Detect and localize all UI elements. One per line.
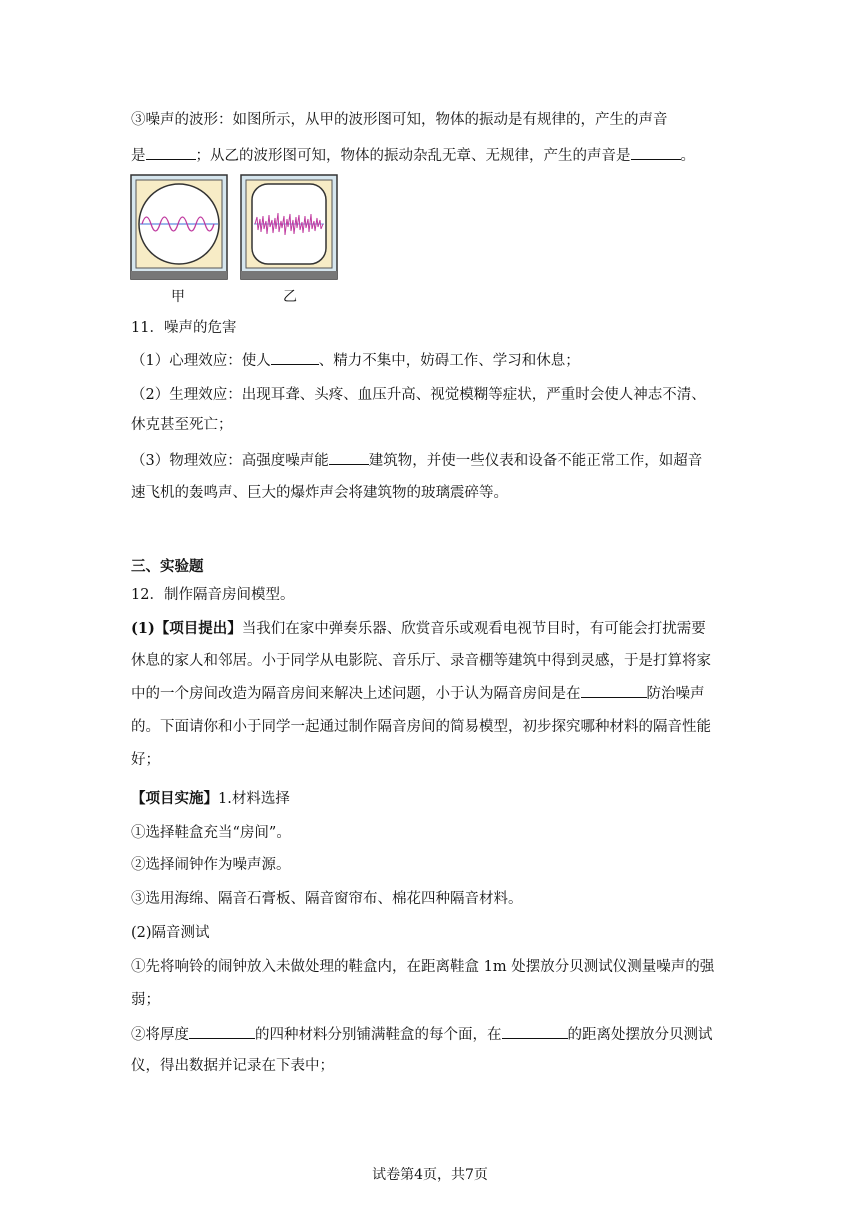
impl-line: [131, 789, 290, 809]
material-item-2: ②选择闹钟作为噪声源。: [131, 857, 291, 873]
test-step-1-line-1: ①先将响铃的闹钟放入未做处理的鞋盒内，在距离鞋盒 1m 处摆放分贝测试仪测量噪声的强: [131, 959, 715, 975]
answer-blank-psychological[interactable]: [271, 350, 319, 365]
q11-item-3-line-1: [131, 450, 702, 471]
test-step-2-b: 的四种材料分别铺满鞋盒的每个面，在: [255, 1027, 502, 1043]
q11-item-3-line-2: 速飞机的轰鸣声、巨大的爆炸声会将建筑物的玻璃震碎等。: [131, 485, 508, 501]
waveform-text-line-2: [131, 145, 695, 166]
impl-rest: 1.材料选择: [218, 791, 290, 807]
section-heading: 三、实验题: [131, 558, 204, 575]
q12-title: 12．制作隔音房间模型。: [131, 587, 295, 603]
s1-line-3-b: 防治噪声: [646, 686, 705, 702]
q11-item-3-a: （3）物理效应：高强度噪声能: [131, 453, 329, 469]
q11-title: 11．噪声的危害: [131, 320, 237, 336]
q11-item-2-line-1: （2）生理效应：出现耳聋、头疼、血压升高、视觉模糊等症状，严重时会使人神志不清、: [131, 387, 706, 403]
s1-line-1-text: 当我们在家中弹奏乐器、欣赏音乐或观看电视节目时，有可能会打扰需要: [241, 621, 706, 637]
test-step-2-a: ②将厚度: [131, 1027, 189, 1043]
s1-line-1: [131, 619, 706, 639]
s1-line-4: 的。下面请你和小于同学一起通过制作隔音房间的简易模型，初步探究哪种材料的隔音性能: [131, 719, 711, 735]
caption-left: 甲: [171, 289, 185, 305]
s1-line-3: [131, 683, 705, 704]
waveform-text-b3: 。: [680, 148, 695, 164]
oscilloscope-noise-wave-image: [238, 172, 340, 282]
answer-blank-distance[interactable]: [502, 1024, 568, 1039]
q11-item-1: [131, 350, 580, 371]
test-step-2-line-1: [131, 1024, 713, 1045]
q11-item-3-b: 建筑物，并使一些仪表和设备不能正常工作，如超音: [368, 453, 703, 469]
q11-item-1-a: （1）心理效应：使人: [131, 353, 271, 369]
test-step-2-line-2: 仪，得出数据并记录在下表中；: [131, 1058, 334, 1074]
answer-blank-damage[interactable]: [329, 450, 369, 465]
material-item-1: ①选择鞋盒充当“房间”。: [131, 825, 291, 841]
waveform-text-b2: ；从乙的波形图可知，物体的振动杂乱无章、无规律，产生的声音是: [195, 148, 631, 164]
s1-line-3-a: 中的一个房间改造为隔音房间来解决上述问题，小于认为隔音房间是在: [131, 686, 581, 702]
waveform-text-b1: 是: [131, 148, 146, 164]
oscilloscope-regular-wave-image: [128, 172, 230, 282]
material-item-3: ③选用海绵、隔音石膏板、隔音窗帘布、棉花四种隔音材料。: [131, 891, 523, 907]
test-step-2-c: 的距离处摆放分贝测试: [567, 1027, 713, 1043]
answer-blank-musical[interactable]: [146, 145, 196, 160]
s1-line-5: 好；: [131, 752, 160, 768]
page-footer: 试卷第4页，共7页: [372, 1167, 488, 1183]
s1-prefix: (1)【项目提出】: [131, 620, 242, 637]
test-step-1-line-2: 弱；: [131, 992, 160, 1008]
waveform-text-line-1: ③噪声的波形：如图所示，从甲的波形图可知，物体的振动是有规律的，产生的声音: [131, 112, 668, 128]
answer-blank-thickness[interactable]: [189, 1024, 255, 1039]
impl-prefix: 【项目实施】: [131, 790, 218, 807]
answer-blank-noise[interactable]: [631, 145, 681, 160]
caption-right: 乙: [283, 289, 297, 305]
s2-title: (2)隔音测试: [131, 925, 210, 941]
q11-item-2-line-2: 休克甚至死亡；: [131, 417, 233, 433]
answer-blank-where[interactable]: [581, 683, 647, 698]
q11-item-1-b: 、精力不集中，妨碍工作、学习和休息；: [318, 353, 580, 369]
s1-line-2: 休息的家人和邻居。小于同学从电影院、音乐厅、录音棚等建筑中得到灵感，于是打算将家: [131, 653, 711, 669]
